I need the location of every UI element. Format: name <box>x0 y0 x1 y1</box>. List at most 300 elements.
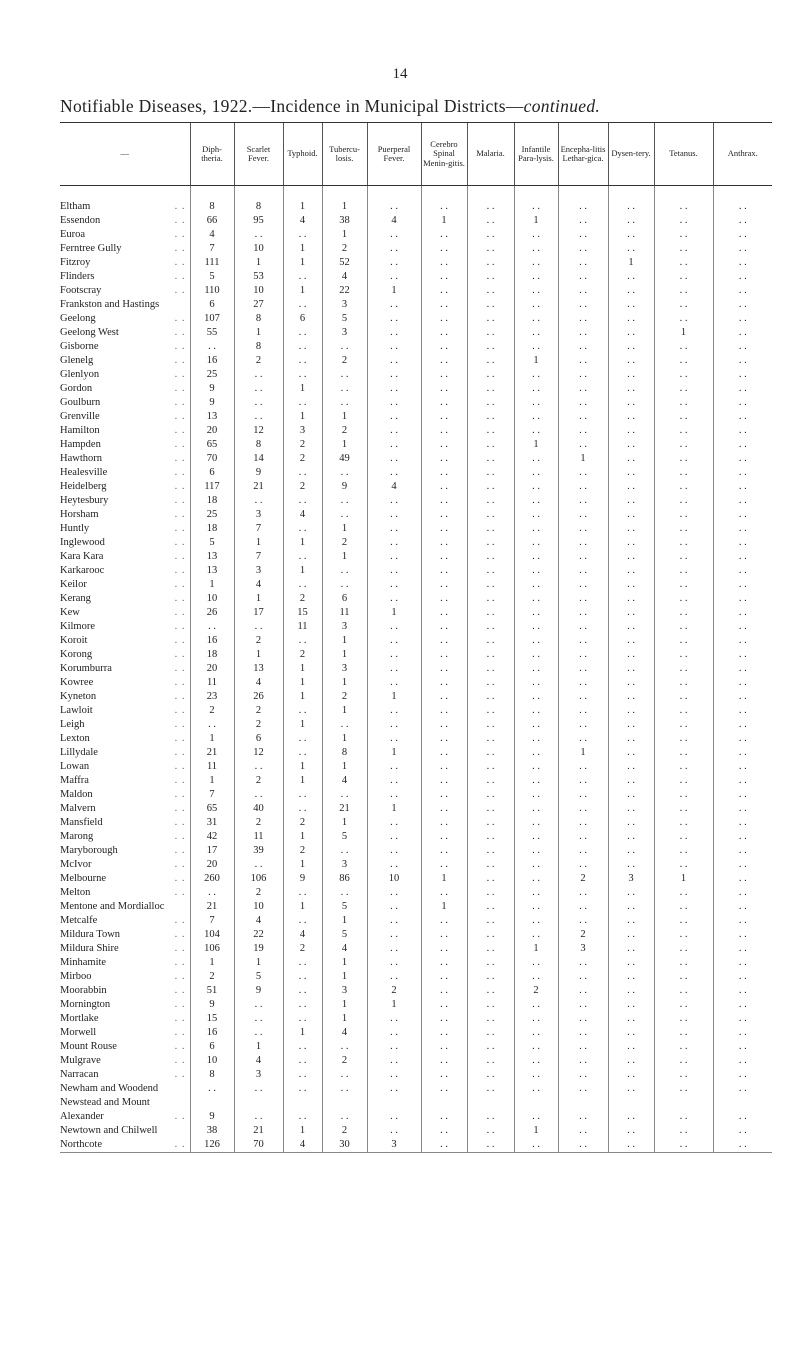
leader-dots: . . <box>174 1111 186 1122</box>
count-cell-tuberculosis: . . <box>322 466 367 480</box>
count-cell-scarlet: . . <box>234 494 283 508</box>
leader-dots: . . <box>174 873 186 884</box>
count-cell-anthrax: . . <box>713 382 772 396</box>
count-cell-typhoid: 1 <box>283 242 322 256</box>
count-cell-infantile: 1 <box>514 214 558 228</box>
count-cell-diphtheria: 260 <box>190 872 234 886</box>
count-cell-anthrax: . . <box>713 1068 772 1082</box>
count-cell-puerperal: 1 <box>367 746 421 760</box>
district-name-cell <box>60 620 190 634</box>
count-cell-typhoid: . . <box>283 886 322 900</box>
count-cell-infantile: . . <box>514 620 558 634</box>
count-cell-scarlet: . . <box>234 620 283 634</box>
column-header-dysentery: Dysen-tery. <box>608 123 654 186</box>
count-cell-tetanus: . . <box>654 704 713 718</box>
count-cell-diphtheria: 111 <box>190 256 234 270</box>
count-cell-malaria: . . <box>467 1054 514 1068</box>
table-row <box>60 536 772 550</box>
count-cell-diphtheria: 25 <box>190 508 234 522</box>
count-cell-tetanus: . . <box>654 256 713 270</box>
count-cell-malaria: . . <box>467 942 514 956</box>
count-cell-dysentery: . . <box>608 606 654 620</box>
district-name-cell <box>60 270 190 284</box>
count-cell-anthrax: . . <box>713 634 772 648</box>
count-cell-malaria: . . <box>467 536 514 550</box>
district-name: Euroa <box>60 229 86 240</box>
count-cell-puerperal: . . <box>367 634 421 648</box>
count-cell-anthrax: . . <box>713 830 772 844</box>
count-cell-malaria: . . <box>467 634 514 648</box>
count-cell-tetanus: 1 <box>654 872 713 886</box>
count-cell-scarlet: 1 <box>234 536 283 550</box>
count-cell-puerperal: 1 <box>367 690 421 704</box>
count-cell-tuberculosis: . . <box>322 788 367 802</box>
count-cell-malaria: . . <box>467 802 514 816</box>
count-cell-cerebro: . . <box>421 494 467 508</box>
count-cell-malaria: . . <box>467 872 514 886</box>
count-cell-tuberculosis: . . <box>322 844 367 858</box>
district-name-cell <box>60 410 190 424</box>
district-name-cell <box>60 634 190 648</box>
count-cell-puerperal: . . <box>367 438 421 452</box>
count-cell-tetanus: . . <box>654 774 713 788</box>
count-cell-anthrax: . . <box>713 606 772 620</box>
count-cell-cerebro: . . <box>421 802 467 816</box>
count-cell-typhoid: . . <box>283 522 322 536</box>
district-name-cell <box>60 522 190 536</box>
count-cell-scarlet: 10 <box>234 284 283 298</box>
district-name-cell <box>60 396 190 410</box>
count-cell-encephalitis: . . <box>558 284 608 298</box>
district-name-cell <box>60 438 190 452</box>
table-row <box>60 550 772 564</box>
district-name: Essendon <box>60 215 101 226</box>
district-name: Glenlyon <box>60 369 100 380</box>
count-cell-anthrax: . . <box>713 536 772 550</box>
district-name-cell <box>60 1040 190 1054</box>
district-name: Inglewood <box>60 537 105 548</box>
count-cell-infantile: . . <box>514 312 558 326</box>
count-cell-cerebro: . . <box>421 844 467 858</box>
count-cell-encephalitis: . . <box>558 200 608 214</box>
count-cell-malaria: . . <box>467 676 514 690</box>
count-cell-diphtheria: 9 <box>190 1110 234 1124</box>
district-name-cell <box>60 956 190 970</box>
table-row <box>60 256 772 270</box>
count-cell-puerperal: 10 <box>367 872 421 886</box>
count-cell-typhoid: . . <box>283 368 322 382</box>
count-cell-cerebro: . . <box>421 340 467 354</box>
count-cell-tuberculosis: . . <box>322 368 367 382</box>
count-cell-anthrax <box>713 1096 772 1110</box>
count-cell-puerperal: . . <box>367 410 421 424</box>
count-cell-infantile: . . <box>514 844 558 858</box>
table-row <box>60 410 772 424</box>
count-cell-cerebro: . . <box>421 1138 467 1153</box>
count-cell-dysentery: . . <box>608 634 654 648</box>
count-cell-dysentery: . . <box>608 396 654 410</box>
leader-dots: . . <box>174 845 186 856</box>
leader-dots: . . <box>174 803 186 814</box>
count-cell-tuberculosis: . . <box>322 508 367 522</box>
count-cell-puerperal: . . <box>367 1068 421 1082</box>
count-cell-scarlet: 70 <box>234 1138 283 1153</box>
count-cell-cerebro: . . <box>421 424 467 438</box>
count-cell-dysentery: . . <box>608 410 654 424</box>
count-cell-scarlet: 1 <box>234 956 283 970</box>
count-cell-cerebro: . . <box>421 998 467 1012</box>
leader-dots: . . <box>174 775 186 786</box>
count-cell-puerperal: . . <box>367 564 421 578</box>
count-cell-tetanus: . . <box>654 816 713 830</box>
column-header-malaria: Malaria. <box>467 123 514 186</box>
count-cell-tuberculosis: 1 <box>322 648 367 662</box>
table-row <box>60 704 772 718</box>
count-cell-scarlet: 106 <box>234 872 283 886</box>
count-cell-puerperal: . . <box>367 200 421 214</box>
count-cell-anthrax: . . <box>713 396 772 410</box>
count-cell-cerebro: . . <box>421 284 467 298</box>
table-row <box>60 452 772 466</box>
district-name-cell <box>60 648 190 662</box>
count-cell-cerebro: . . <box>421 228 467 242</box>
count-cell-typhoid: 2 <box>283 480 322 494</box>
count-cell-infantile: . . <box>514 508 558 522</box>
table-row <box>60 788 772 802</box>
count-cell-diphtheria: 20 <box>190 662 234 676</box>
count-cell-scarlet: 4 <box>234 676 283 690</box>
count-cell-encephalitis: . . <box>558 396 608 410</box>
count-cell-dysentery: . . <box>608 522 654 536</box>
count-cell-anthrax: . . <box>713 312 772 326</box>
district-name-cell <box>60 886 190 900</box>
count-cell-tetanus: . . <box>654 1026 713 1040</box>
count-cell-tetanus: . . <box>654 648 713 662</box>
count-cell-cerebro: . . <box>421 662 467 676</box>
count-cell-anthrax: . . <box>713 508 772 522</box>
count-cell-dysentery: . . <box>608 858 654 872</box>
count-cell-diphtheria: 70 <box>190 452 234 466</box>
count-cell-infantile: . . <box>514 718 558 732</box>
leader-dots: . . <box>174 831 186 842</box>
count-cell-puerperal: . . <box>367 858 421 872</box>
count-cell-encephalitis: . . <box>558 326 608 340</box>
district-name: Huntly <box>60 523 90 534</box>
count-cell-dysentery: . . <box>608 816 654 830</box>
count-cell-scarlet: 4 <box>234 1054 283 1068</box>
count-cell-scarlet: 9 <box>234 984 283 998</box>
count-cell-infantile: . . <box>514 228 558 242</box>
count-cell-tuberculosis: 1 <box>322 634 367 648</box>
count-cell-anthrax: . . <box>713 438 772 452</box>
count-cell-cerebro: . . <box>421 298 467 312</box>
leader-dots: . . <box>174 397 186 408</box>
count-cell-scarlet: 4 <box>234 914 283 928</box>
district-name: Gordon <box>60 383 93 394</box>
count-cell-typhoid: 1 <box>283 718 322 732</box>
district-name: Marong <box>60 831 94 842</box>
count-cell-anthrax: . . <box>713 1012 772 1026</box>
table-row <box>60 690 772 704</box>
count-cell-tuberculosis: 2 <box>322 424 367 438</box>
leader-dots: . . <box>174 383 186 394</box>
count-cell-diphtheria: 1 <box>190 732 234 746</box>
table-row <box>60 620 772 634</box>
count-cell-cerebro: . . <box>421 550 467 564</box>
count-cell-typhoid: 15 <box>283 606 322 620</box>
count-cell-diphtheria: 31 <box>190 816 234 830</box>
count-cell-diphtheria: 20 <box>190 858 234 872</box>
table-row <box>60 872 772 886</box>
count-cell-tuberculosis: 1 <box>322 998 367 1012</box>
count-cell-tuberculosis: 2 <box>322 690 367 704</box>
count-cell-malaria: . . <box>467 606 514 620</box>
district-name-cell <box>60 872 190 886</box>
count-cell-dysentery: . . <box>608 970 654 984</box>
count-cell-malaria: . . <box>467 550 514 564</box>
count-cell-diphtheria: 104 <box>190 928 234 942</box>
count-cell-malaria: . . <box>467 592 514 606</box>
count-cell-malaria: . . <box>467 466 514 480</box>
district-name: Mornington <box>60 999 111 1010</box>
district-name-cell <box>60 340 190 354</box>
district-name-cell <box>60 718 190 732</box>
count-cell-diphtheria: 11 <box>190 676 234 690</box>
page-title <box>60 96 780 117</box>
count-cell-malaria: . . <box>467 564 514 578</box>
district-name: Fitzroy <box>60 257 91 268</box>
district-name-cell <box>60 1068 190 1082</box>
district-name: Metcalfe <box>60 915 98 926</box>
count-cell-malaria <box>467 1096 514 1110</box>
count-cell-anthrax: . . <box>713 942 772 956</box>
count-cell-malaria: . . <box>467 424 514 438</box>
count-cell-tuberculosis: 11 <box>322 606 367 620</box>
table-row <box>60 1012 772 1026</box>
table-row <box>60 1026 772 1040</box>
count-cell-infantile: . . <box>514 1026 558 1040</box>
district-name-cell <box>60 676 190 690</box>
district-name-cell <box>60 704 190 718</box>
district-name: Koroit <box>60 635 88 646</box>
count-cell-diphtheria: 7 <box>190 788 234 802</box>
table-row <box>60 858 772 872</box>
district-name-cell <box>60 690 190 704</box>
count-cell-tetanus: . . <box>654 634 713 648</box>
district-name: McIvor <box>60 859 92 870</box>
count-cell-infantile: . . <box>514 956 558 970</box>
district-name-cell <box>60 928 190 942</box>
count-cell-scarlet: 5 <box>234 970 283 984</box>
count-cell-encephalitis: . . <box>558 564 608 578</box>
count-cell-scarlet: . . <box>234 760 283 774</box>
count-cell-puerperal: 3 <box>367 1138 421 1153</box>
count-cell-puerperal: . . <box>367 368 421 382</box>
count-cell-cerebro: . . <box>421 242 467 256</box>
header-spacer-row <box>60 186 772 201</box>
table-row <box>60 662 772 676</box>
count-cell-cerebro <box>421 1096 467 1110</box>
count-cell-tuberculosis: 22 <box>322 284 367 298</box>
column-header-puerperal: Puerperal Fever. <box>367 123 421 186</box>
count-cell-tetanus: . . <box>654 550 713 564</box>
district-name-cell <box>60 984 190 998</box>
count-cell-dysentery: . . <box>608 914 654 928</box>
count-cell-tetanus: . . <box>654 312 713 326</box>
count-cell-anthrax: . . <box>713 774 772 788</box>
count-cell-tuberculosis: 1 <box>322 760 367 774</box>
count-cell-tuberculosis: 1 <box>322 438 367 452</box>
table-row <box>60 200 772 214</box>
district-name: Morwell <box>60 1027 97 1038</box>
count-cell-scarlet: . . <box>234 1026 283 1040</box>
district-name: Flinders <box>60 271 95 282</box>
count-cell-tetanus: . . <box>654 984 713 998</box>
count-cell-anthrax: . . <box>713 242 772 256</box>
count-cell-tetanus: . . <box>654 732 713 746</box>
leader-dots: . . <box>174 817 186 828</box>
count-cell-infantile: . . <box>514 452 558 466</box>
district-name-cell <box>60 816 190 830</box>
count-cell-infantile: . . <box>514 830 558 844</box>
count-cell-dysentery: . . <box>608 1040 654 1054</box>
table-row <box>60 774 772 788</box>
district-name: Mentone and Mordialloc <box>60 901 165 912</box>
count-cell-dysentery: . . <box>608 732 654 746</box>
count-cell-infantile: . . <box>514 200 558 214</box>
count-cell-scarlet: 13 <box>234 662 283 676</box>
district-name-cell <box>60 592 190 606</box>
count-cell-typhoid: . . <box>283 970 322 984</box>
count-cell-puerperal: . . <box>367 228 421 242</box>
count-cell-anthrax: . . <box>713 676 772 690</box>
count-cell-encephalitis: . . <box>558 256 608 270</box>
count-cell-typhoid: 1 <box>283 200 322 214</box>
leader-dots: . . <box>174 481 186 492</box>
district-name: Narracan <box>60 1069 99 1080</box>
count-cell-encephalitis: . . <box>558 900 608 914</box>
district-name-cell <box>60 942 190 956</box>
leader-dots: . . <box>174 1055 186 1066</box>
district-name: Mildura Shire <box>60 943 119 954</box>
table-row <box>60 592 772 606</box>
count-cell-dysentery: . . <box>608 284 654 298</box>
district-name: Geelong West <box>60 327 119 338</box>
district-name: Newtown and Chilwell <box>60 1125 158 1136</box>
leader-dots: . . <box>174 551 186 562</box>
count-cell-typhoid: . . <box>283 788 322 802</box>
district-name: Malvern <box>60 803 96 814</box>
count-cell-anthrax: . . <box>713 494 772 508</box>
count-cell-diphtheria: 9 <box>190 382 234 396</box>
count-cell-scarlet: . . <box>234 382 283 396</box>
count-cell-scarlet: 8 <box>234 312 283 326</box>
district-name-cell <box>60 802 190 816</box>
count-cell-encephalitis: . . <box>558 354 608 368</box>
count-cell-encephalitis: . . <box>558 956 608 970</box>
count-cell-tuberculosis: 5 <box>322 928 367 942</box>
count-cell-tetanus: . . <box>654 578 713 592</box>
count-cell-diphtheria: . . <box>190 340 234 354</box>
count-cell-tuberculosis: 2 <box>322 536 367 550</box>
count-cell-dysentery: . . <box>608 648 654 662</box>
count-cell-typhoid: 4 <box>283 928 322 942</box>
district-name-cell <box>60 844 190 858</box>
count-cell-tuberculosis: 1 <box>322 914 367 928</box>
leader-dots: . . <box>174 719 186 730</box>
count-cell-encephalitis: . . <box>558 410 608 424</box>
count-cell-tuberculosis: 4 <box>322 270 367 284</box>
count-cell-cerebro: . . <box>421 536 467 550</box>
count-cell-dysentery: . . <box>608 956 654 970</box>
count-cell-tuberculosis: 30 <box>322 1138 367 1153</box>
table-row <box>60 760 772 774</box>
count-cell-infantile: . . <box>514 1040 558 1054</box>
count-cell-tuberculosis: . . <box>322 1040 367 1054</box>
district-name: Moorabbin <box>60 985 107 996</box>
district-name: Kara Kara <box>60 551 104 562</box>
count-cell-cerebro: . . <box>421 928 467 942</box>
count-cell-dysentery: . . <box>608 480 654 494</box>
count-cell-scarlet: . . <box>234 368 283 382</box>
count-cell-dysentery: . . <box>608 564 654 578</box>
district-name: Keilor <box>60 579 87 590</box>
leader-dots: . . <box>174 565 186 576</box>
leader-dots: . . <box>174 677 186 688</box>
count-cell-dysentery: . . <box>608 508 654 522</box>
count-cell-diphtheria: 13 <box>190 550 234 564</box>
count-cell-infantile: . . <box>514 732 558 746</box>
count-cell-malaria: . . <box>467 648 514 662</box>
count-cell-malaria: . . <box>467 242 514 256</box>
count-cell-encephalitis: . . <box>558 648 608 662</box>
count-cell-scarlet: . . <box>234 858 283 872</box>
count-cell-cerebro: . . <box>421 578 467 592</box>
count-cell-infantile: . . <box>514 774 558 788</box>
count-cell-puerperal: 4 <box>367 480 421 494</box>
count-cell-anthrax: . . <box>713 928 772 942</box>
count-cell-infantile: . . <box>514 914 558 928</box>
count-cell-diphtheria: 17 <box>190 844 234 858</box>
count-cell-diphtheria: 16 <box>190 1026 234 1040</box>
count-cell-puerperal: . . <box>367 648 421 662</box>
table-row <box>60 802 772 816</box>
count-cell-typhoid: 1 <box>283 760 322 774</box>
district-name: Hawthorn <box>60 453 102 464</box>
count-cell-anthrax: . . <box>713 844 772 858</box>
count-cell-cerebro: . . <box>421 564 467 578</box>
count-cell-malaria: . . <box>467 718 514 732</box>
count-cell-infantile: . . <box>514 970 558 984</box>
count-cell-malaria: . . <box>467 452 514 466</box>
count-cell-cerebro: . . <box>421 1068 467 1082</box>
count-cell-malaria: . . <box>467 984 514 998</box>
count-cell-malaria: . . <box>467 844 514 858</box>
count-cell-malaria: . . <box>467 620 514 634</box>
count-cell-anthrax: . . <box>713 900 772 914</box>
column-header-typhoid: Typhoid. <box>283 123 322 186</box>
count-cell-puerperal: . . <box>367 396 421 410</box>
table-row <box>60 298 772 312</box>
district-name-cell <box>60 550 190 564</box>
district-name-cell <box>60 466 190 480</box>
leader-dots: . . <box>174 971 186 982</box>
count-cell-diphtheria: 18 <box>190 494 234 508</box>
leader-dots: . . <box>174 691 186 702</box>
count-cell-encephalitis: 3 <box>558 942 608 956</box>
table-body <box>60 186 772 1153</box>
count-cell-tetanus: . . <box>654 1110 713 1124</box>
